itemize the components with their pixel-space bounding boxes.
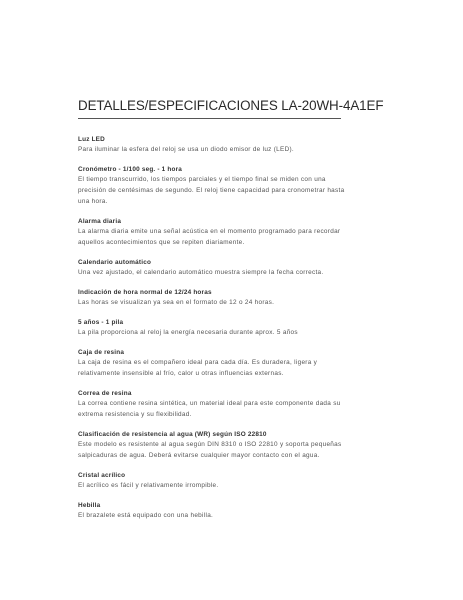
spec-description-line: extrema resistencia y su flexibilidad.	[78, 411, 192, 418]
spec-description	[78, 439, 368, 461]
spec-section	[78, 258, 368, 278]
spec-heading: Cronómetro - 1/100 seg. - 1 hora	[78, 166, 183, 173]
spec-description-line: Para iluminar la esfera del reloj se usa un diodo emisor de luz (LED).	[78, 146, 295, 153]
spec-description-line: El tiempo transcurrido, los tiempos parciales y el tiempo final se miden con una	[78, 176, 326, 183]
spec-description	[78, 174, 368, 207]
spec-description-line: La caja de resina es el compañero ideal para cada día. Es duradera, ligera y	[78, 359, 318, 366]
spec-section	[78, 471, 368, 491]
spec-section	[78, 348, 368, 379]
spec-description	[78, 226, 368, 248]
spec-heading: Correa de resina	[78, 390, 132, 397]
spec-section	[78, 135, 368, 155]
spec-description-line: La alarma diaria emite una señal acústica en el momento programado para recordar	[78, 228, 341, 235]
spec-heading: Indicación de hora normal de 12/24 horas	[78, 289, 212, 296]
spec-heading: Caja de resina	[78, 349, 125, 356]
spec-heading: Clasificación de resistencia al agua (WR) según ISO 22810	[78, 431, 267, 438]
spec-description	[78, 398, 368, 420]
spec-description-line: precisión de centésimas de segundo. El reloj tiene capacidad para cronometrar hasta	[78, 187, 345, 194]
spec-section	[78, 217, 368, 248]
spec-description	[78, 510, 368, 521]
spec-heading: Luz LED	[78, 136, 105, 143]
page-title: DETALLES/ESPECIFICACIONES LA-20WH-4A1EF	[78, 98, 384, 113]
spec-description-line: Una vez ajustado, el calendario automático muestra siempre la fecha correcta.	[78, 269, 324, 276]
spec-description-line: La pila proporciona al reloj la energía necesaria durante aprox. 5 años	[78, 329, 298, 336]
spec-section	[78, 501, 368, 521]
spec-description	[78, 327, 368, 338]
spec-heading: Alarma diaria	[78, 218, 122, 225]
spec-heading: 5 años - 1 pila	[78, 319, 124, 326]
spec-description-line: aquellos acontecimientos que se repiten diariamente.	[78, 239, 245, 246]
spec-description-line: una hora.	[78, 198, 108, 205]
title-divider	[78, 118, 341, 119]
spec-description-line: El brazalete está equipado con una hebilla.	[78, 512, 214, 519]
spec-description-line: relativamente insensible al frío, calor u otras influencias externas.	[78, 370, 284, 377]
spec-description-line: Este modelo es resistente al agua según DIN 8310 o ISO 22810 y soporta pequeñas	[78, 441, 342, 448]
spec-description-line: La correa contiene resina sintética, un material ideal para este componente dada su	[78, 400, 341, 407]
spec-heading: Calendario automático	[78, 259, 152, 266]
spec-description	[78, 480, 368, 491]
spec-section	[78, 318, 368, 338]
spec-description	[78, 297, 368, 308]
spec-description	[78, 144, 368, 155]
spec-section	[78, 430, 368, 461]
spec-description-line: salpicaduras de agua. Deberá evitarse cualquier mayor contacto con el agua.	[78, 452, 320, 459]
spec-description-line: El acrílico es fácil y relativamente irrompible.	[78, 482, 219, 489]
spec-section	[78, 389, 368, 420]
spec-section	[78, 288, 368, 308]
document-page	[78, 98, 384, 531]
spec-sections	[78, 135, 368, 521]
spec-description-line: Las horas se visualizan ya sea en el formato de 12 o 24 horas.	[78, 299, 275, 306]
spec-description	[78, 357, 368, 379]
spec-heading: Hebilla	[78, 502, 101, 509]
spec-heading: Cristal acrílico	[78, 472, 126, 479]
spec-section	[78, 165, 368, 207]
spec-description	[78, 267, 368, 278]
